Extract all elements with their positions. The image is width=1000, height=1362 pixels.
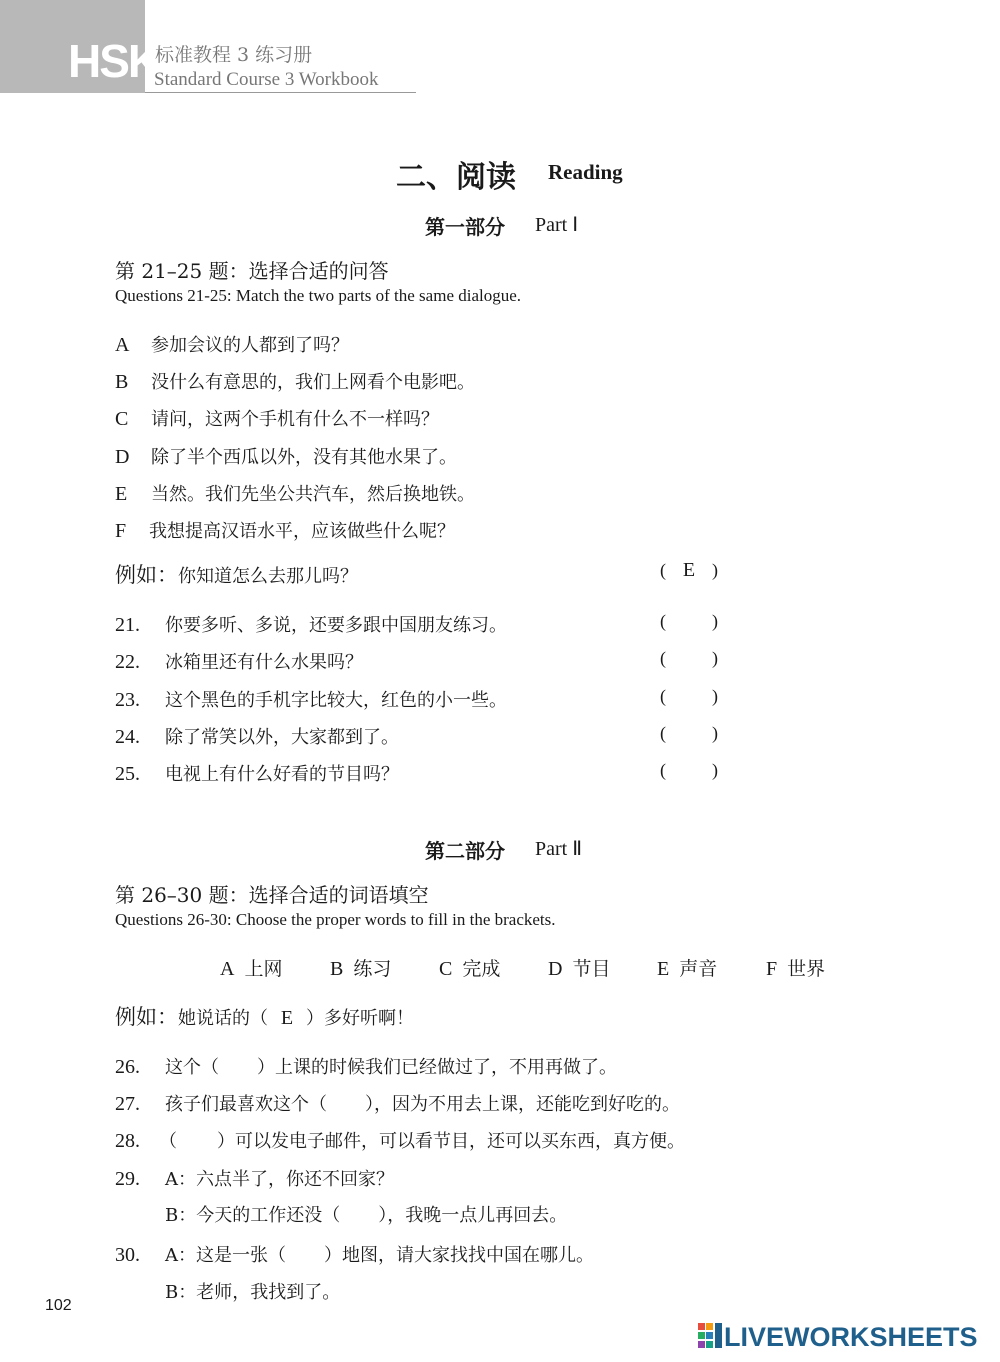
part1-instruction-cn: 第 21–25 题：选择合适的问答: [115, 259, 389, 283]
question-30: 30. A：这是一张（ ）地图，请大家找找中国在哪儿。: [115, 1244, 594, 1266]
word-d: D 节目: [548, 958, 611, 980]
answer-24[interactable]: ( ): [660, 723, 718, 743]
option-a: A 参加会议的人都到了吗？: [115, 334, 349, 356]
part1-example-answer: ( E ): [660, 559, 718, 581]
word-c: C 完成: [439, 958, 501, 980]
part1-heading-cn: 第一部分: [425, 215, 505, 239]
option-b: B 没什么有意思的，我们上网看个电影吧。: [115, 371, 475, 393]
brand-text: LIVEWORKSHEETS: [724, 1322, 978, 1352]
question-25: 25. 电视上有什么好看的节目吗？: [115, 763, 399, 785]
question-23: 23. 这个黑色的手机字比较大，红色的小一些。: [115, 689, 507, 711]
part2-instruction-en: Questions 26-30: Choose the proper words to fill in the brackets.: [115, 910, 556, 929]
answer-25[interactable]: ( ): [660, 760, 718, 780]
liveworksheets-icon: [698, 1323, 722, 1349]
question-28: 28. （ ）可以发电子邮件，可以看节目，还可以买东西，真方便。: [115, 1130, 685, 1152]
question-24: 24. 除了常笑以外，大家都到了。: [115, 726, 399, 748]
word-a: A 上网: [220, 958, 283, 980]
header-divider: [145, 92, 416, 93]
book-title-cn: 标准教程 3 练习册: [155, 44, 313, 66]
option-c: C 请问，这两个手机有什么不一样吗？: [115, 408, 439, 430]
word-f: F 世界: [766, 958, 826, 980]
word-b: B 练习: [330, 958, 392, 980]
part2-heading-en: Part Ⅱ: [535, 838, 583, 860]
question-22: 22. 冰箱里还有什么水果吗？: [115, 651, 363, 673]
answer-21[interactable]: ( ): [660, 611, 718, 631]
option-e: E 当然。我们先坐公共汽车，然后换地铁。: [115, 483, 475, 505]
part2-instruction-cn: 第 26–30 题：选择合适的词语填空: [115, 883, 429, 907]
book-title-en: Standard Course 3 Workbook: [154, 69, 379, 90]
question-29: 29. A：六点半了，你还不回家？: [115, 1168, 394, 1190]
part1-instruction-en: Questions 21-25: Match the two parts of the same dialogue.: [115, 286, 522, 305]
option-f: F 我想提高汉语水平，应该做些什么呢？: [115, 520, 455, 542]
question-21: 21. 你要多听、多说，还要多跟中国朋友练习。: [115, 614, 507, 636]
section-title-en: Reading: [548, 160, 623, 184]
question-27: 27. 孩子们最喜欢这个（ ），因为不用去上课，还能吃到好吃的。: [115, 1093, 680, 1115]
hsk-logo: HSK: [68, 35, 160, 87]
part1-example: 例如：你知道怎么去那儿吗？: [115, 563, 358, 587]
option-d: D 除了半个西瓜以外，没有其他水果了。: [115, 446, 457, 468]
section-title-cn: 二、阅读: [396, 160, 516, 195]
page-number: 102: [45, 1297, 72, 1314]
word-e: E 声音: [657, 958, 718, 980]
answer-22[interactable]: ( ): [660, 648, 718, 668]
part2-example: 例如：她说话的（ E ）多好听啊！: [115, 1005, 414, 1029]
answer-23[interactable]: ( ): [660, 686, 718, 706]
part1-heading-en: Part Ⅰ: [535, 214, 579, 236]
question-29-line2: B：今天的工作还没（ ），我晚一点儿再回去。: [165, 1205, 568, 1226]
question-26: 26. 这个（ ）上课的时候我们已经做过了，不用再做了。: [115, 1056, 617, 1078]
liveworksheets-logo[interactable]: [698, 1322, 978, 1353]
part2-heading-cn: 第二部分: [425, 839, 505, 863]
question-30-line2: B：老师，我找到了。: [165, 1282, 341, 1303]
